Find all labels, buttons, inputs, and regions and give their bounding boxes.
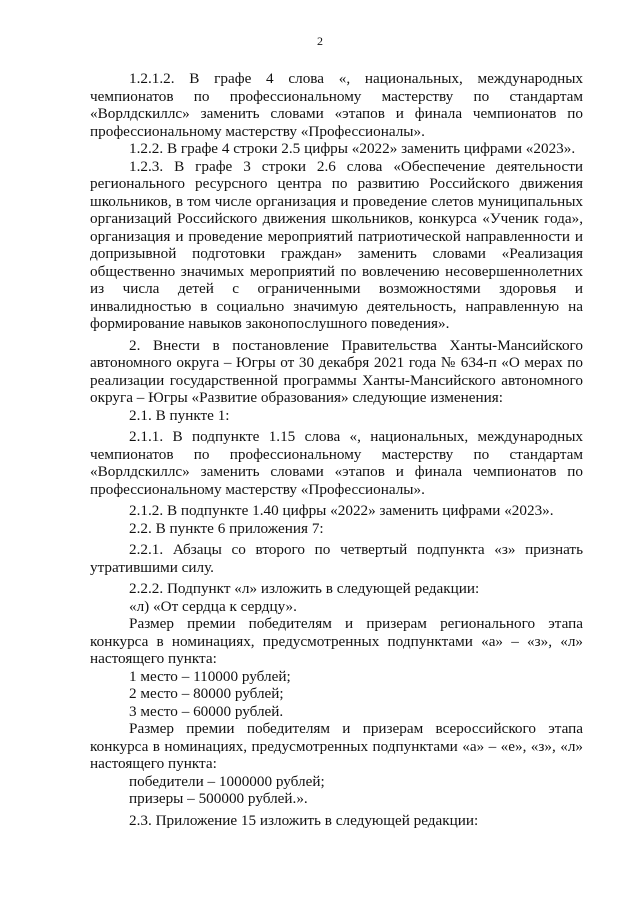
paragraph-2-3: 2.3. Приложение 15 изложить в следующей редакции: bbox=[129, 811, 479, 829]
paragraph-1-2-3: 1.2.3. В графе 3 строки 2.6 слова «Обеспечение деятельности регионального ресурсного центра по развитию Российского движения школьников, в том числе организация и проведение слетов муниципальных организаций Российского движения школьников, конкурса «Ученик года», организация и проведение мероприятий патриотической направленности и допризывной подготовки граждан» заменить словами «Реализация общественно значимых мероприятий по вовлечению несовершеннолетних из числа детей с ограниченными возможностями здоровья и инвалидностью в социально значимую деятельность, направленную на формирование навыков законопослушного поведения». bbox=[90, 157, 583, 332]
paragraph-2: 2. Внести в постановление Правительства Ханты-Мансийского автономного округа – Югры от 30 декабря 2021 года № 634-п «О мерах по реализации государственной программы Ханты-Мансийского автономного округа – Югры «Развитие образования» следующие изменения: bbox=[90, 336, 583, 406]
page-number: 2 bbox=[317, 34, 323, 48]
prize-runners-up: призеры – 500000 рублей.». bbox=[129, 790, 308, 807]
document-body bbox=[90, 70, 583, 829]
paragraph-2-2-2: 2.2.2. Подпункт «л» изложить в следующей редакции: bbox=[129, 580, 480, 597]
prize-winners: победители – 1000000 рублей; bbox=[129, 772, 325, 790]
prize-place-3: 3 место – 60000 рублей. bbox=[129, 702, 284, 720]
paragraph-2-1-2: 2.1.2. В подпункте 1.40 цифры «2022» заменить цифрами «2023». bbox=[129, 502, 554, 519]
paragraph-2-2: 2.2. В пункте 6 приложения 7: bbox=[129, 519, 324, 537]
paragraph-1-2-1-2: 1.2.1.2. В графе 4 слова «, национальных, международных чемпионатов по профессиональному мастерству по стандартам «Ворлдскиллс» заменить словами «этапов и финала чемпионатов по профессиональному мастерству «Профессионалы». bbox=[90, 70, 583, 140]
prize-place-1: 1 место – 110000 рублей; bbox=[129, 667, 291, 685]
paragraph-1-2-2: 1.2.2. В графе 4 строки 2.5 цифры «2022» заменить цифрами «2023». bbox=[129, 140, 576, 157]
paragraph-national-prize: Размер премии победителям и призерам всероссийского этапа конкурса в номинациях, предусмотренных подпунктами «а» – «е», «з», «л» настоящего пункта: bbox=[90, 720, 583, 772]
paragraph-l-title: «л) «От сердца к сердцу». bbox=[129, 597, 297, 615]
paragraph-2-2-1: 2.2.1. Абзацы со второго по четвертый подпункта «з» признать утратившими силу. bbox=[90, 541, 583, 576]
prize-place-2: 2 место – 80000 рублей; bbox=[129, 685, 284, 702]
paragraph-2-1-1: 2.1.1. В подпункте 1.15 слова «, национальных, международных чемпионатов по профессиональному мастерству по стандартам «Ворлдскиллс» заменить словами «этапов и финала чемпионатов по профессиональному мастерству «Профессионалы». bbox=[90, 428, 583, 498]
paragraph-regional-prize: Размер премии победителям и призерам регионального этапа конкурса в номинациях, предусмотренных подпунктами «а» – «з», «л» настоящего пункта: bbox=[90, 615, 583, 667]
paragraph-2-1: 2.1. В пункте 1: bbox=[129, 406, 230, 424]
